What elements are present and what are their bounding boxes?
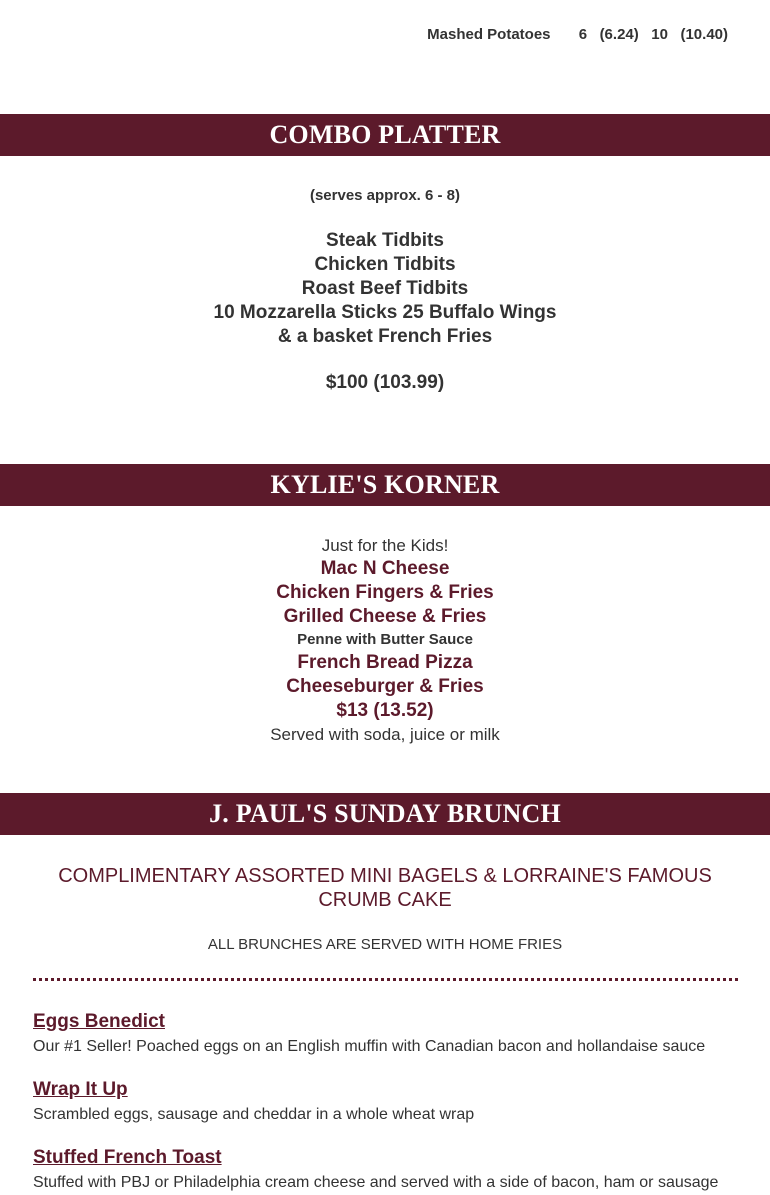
kids-price: $13 (13.52) (336, 700, 434, 721)
small-price: (6.24) (599, 26, 639, 43)
kids-item: Cheeseburger & Fries (286, 676, 484, 697)
combo-item: 10 Mozzarella Sticks 25 Buffalo Wings (213, 302, 557, 323)
combo-item: Roast Beef Tidbits (301, 278, 469, 299)
menu-row-mashed-potatoes (427, 26, 728, 43)
item-name: Mashed Potatoes (427, 26, 551, 43)
kids-item: Penne with Butter Sauce (297, 631, 473, 648)
brunch-note: ALL BRUNCHES ARE SERVED WITH HOME FRIES (207, 936, 563, 953)
brunch-item (33, 1078, 738, 1126)
brunch-item-desc: Stuffed with PBJ or Philadelphia cream cheese and served with a side of bacon, ham or sausage (33, 1174, 719, 1191)
kids-items-list (0, 557, 770, 723)
brunch-item-desc: Scrambled eggs, sausage and cheddar in a whole wheat wrap (33, 1106, 475, 1123)
brunch-item (33, 1010, 738, 1058)
kids-served-note: Served with soda, juice or milk (270, 725, 500, 744)
kids-note: Just for the Kids! (321, 536, 449, 555)
combo-price: $100 (103.99) (325, 372, 445, 393)
brunch-item (33, 1146, 738, 1194)
section-header-sunday-brunch: J. PAUL'S SUNDAY BRUNCH (0, 793, 770, 835)
brunch-complimentary: COMPLIMENTARY ASSORTED MINI BAGELS & LORRAINE'S FAMOUS CRUMB CAKE (58, 865, 712, 911)
kids-item: Chicken Fingers & Fries (276, 582, 494, 603)
large-qty: 10 (651, 26, 668, 43)
brunch-item-title[interactable]: Eggs Benedict (33, 1011, 165, 1032)
section-header-kylies-korner: KYLIE'S KORNER (0, 464, 770, 506)
dotted-divider (33, 978, 738, 981)
combo-item: & a basket French Fries (277, 326, 493, 347)
combo-item: Chicken Tidbits (314, 254, 456, 275)
combo-item: Steak Tidbits (326, 230, 444, 251)
small-qty: 6 (578, 26, 588, 43)
brunch-item-desc: Our #1 Seller! Poached eggs on an English muffin with Canadian bacon and hollandaise sauce (33, 1038, 706, 1055)
section-header-combo-platter: COMBO PLATTER (0, 114, 770, 156)
kids-item: Mac N Cheese (320, 558, 450, 579)
brunch-item-title[interactable]: Wrap It Up (33, 1079, 128, 1100)
kids-item: French Bread Pizza (297, 652, 473, 673)
brunch-item-title[interactable]: Stuffed French Toast (33, 1147, 222, 1168)
combo-items-list (0, 229, 770, 349)
kids-item: Grilled Cheese & Fries (283, 606, 487, 627)
combo-serves: (serves approx. 6 - 8) (309, 187, 461, 204)
large-price: (10.40) (680, 26, 728, 43)
